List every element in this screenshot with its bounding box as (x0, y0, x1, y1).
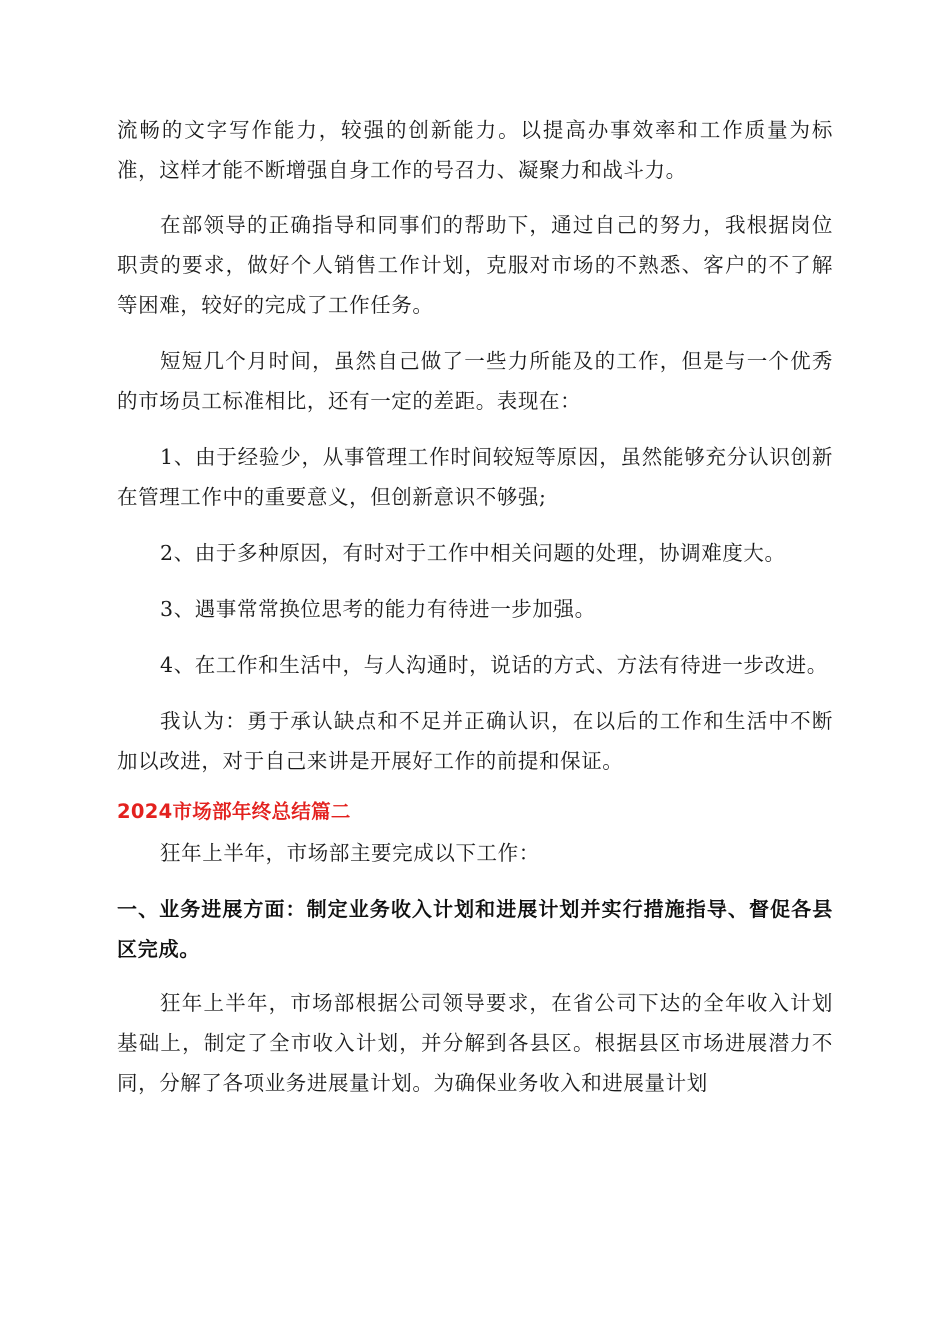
subheading-business: 一、业务进展方面：制定业务收入计划和进展计划并实行措施指导、督促各县区完成。 (117, 897, 833, 961)
paragraph-business-body: 狂年上半年，市场部根据公司领导要求，在省公司下达的全年收入计划基础上，制定了全市收入计划，并分解到各县区。根据县区市场进展潜力不同，分解了各项业务进展量计划。为确保业务收入和进展量计划 (117, 991, 833, 1095)
paragraph-guidance: 在部领导的正确指导和同事们的帮助下，通过自己的努力，我根据岗位职责的要求，做好个人销售工作计划，克服对市场的不熟悉、客户的不了解等困难，较好的完成了工作任务。 (117, 213, 833, 317)
list-item-2: 2、由于多种原因，有时对于工作中相关问题的处理，协调难度大。 (160, 541, 786, 565)
document-body (117, 110, 833, 1119)
list-item-3: 3、遇事常常换位思考的能力有待进一步加强。 (160, 597, 596, 621)
list-item-1: 1、由于经验少，从事管理工作时间较短等原因，虽然能够充分认识创新在管理工作中的重要意义，但创新意识不够强; (117, 445, 833, 509)
list-item-4: 4、在工作和生活中，与人沟通时，说话的方式、方法有待进一步改进。 (160, 653, 828, 677)
section-title: 2024市场部年终总结篇二 (117, 800, 351, 823)
paragraph-conclusion: 我认为：勇于承认缺点和不足并正确认识，在以后的工作和生活中不断加以改进，对于自己来讲是开展好工作的前提和保证。 (117, 709, 833, 773)
paragraph-continuation: 流畅的文字写作能力，较强的创新能力。以提高办事效率和工作质量为标准，这样才能不断增强自身工作的号召力、凝聚力和战斗力。 (117, 118, 833, 182)
paragraph-gap: 短短几个月时间，虽然自己做了一些力所能及的工作，但是与一个优秀的市场员工标准相比，还有一定的差距。表现在： (117, 349, 833, 413)
paragraph-intro: 狂年上半年，市场部主要完成以下工作： (160, 841, 540, 865)
